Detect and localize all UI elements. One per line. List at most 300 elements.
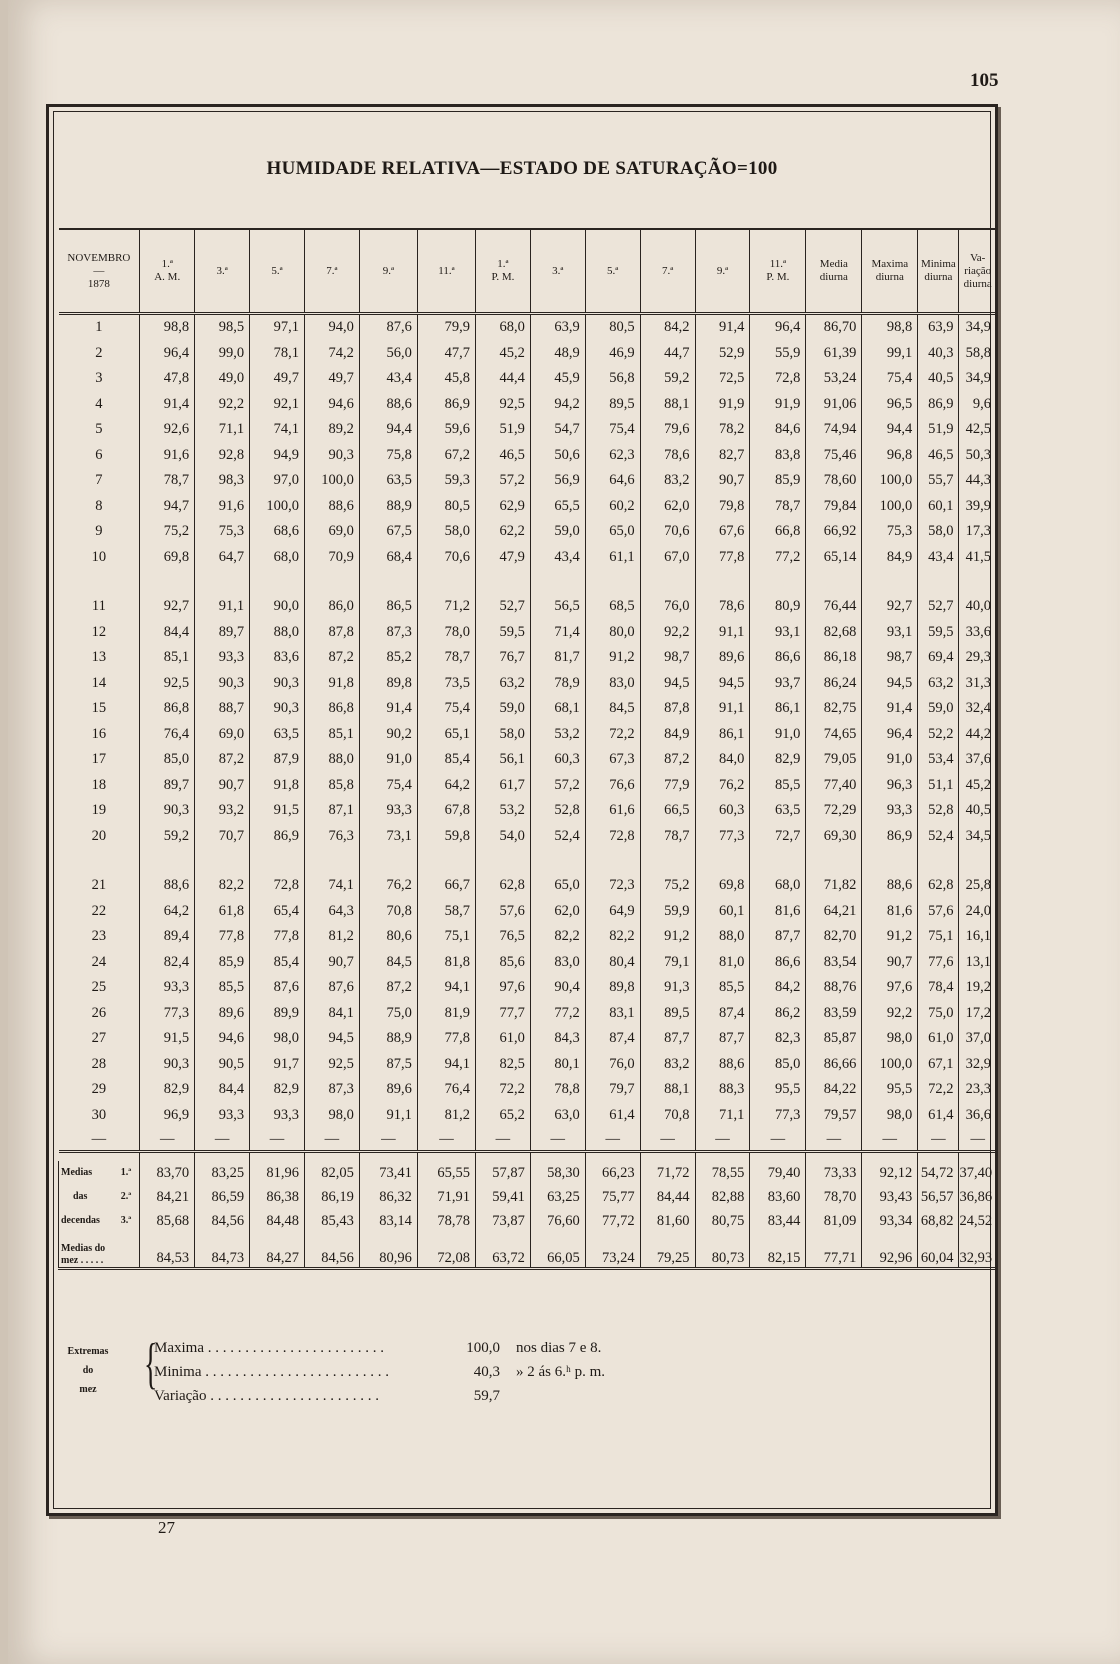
value-cell: 66,7 [417,873,475,899]
value-cell: 89,6 [359,1077,417,1103]
value-cell: 77,3 [695,824,750,850]
decade-mean-cell: 71,91 [417,1185,475,1209]
decade-mean-cell: 83,25 [195,1161,250,1185]
decade-mean-row [59,1209,997,1233]
value-cell: 73,5 [417,671,475,697]
extremes-label: Extremas do mez [67,1346,109,1395]
value-cell: 46,5 [475,443,530,469]
value-cell: 49,7 [304,366,359,392]
value-cell: 91,4 [862,696,918,722]
value-cell: 41,5 [959,545,996,571]
value-cell: 59,5 [475,620,530,646]
value-cell: 98,8 [140,314,195,341]
dash-cell: — [806,1128,862,1152]
value-cell: 81,6 [862,899,918,925]
value-cell: 93,1 [750,620,806,646]
value-cell: 93,3 [195,645,250,671]
value-cell: 100,0 [250,494,305,520]
value-cell: 31,3 [959,671,996,697]
decade-mean-cell: 24,52 [959,1209,996,1233]
value-cell: 94,5 [640,671,695,697]
value-cell: 72,7 [750,824,806,850]
header-year: 1878 [87,277,110,290]
day-cell: 17 [91,751,107,768]
table-row [59,620,997,646]
value-cell: 90,7 [304,950,359,976]
header-3pm: 3.ª [530,229,585,314]
value-cell: 83,2 [640,1052,695,1078]
value-cell: 99,1 [862,341,918,367]
value-cell: 92,2 [195,392,250,418]
value-cell: 86,66 [806,1052,862,1078]
value-cell: 58,0 [475,722,530,748]
value-cell: 86,70 [806,314,862,341]
table-row [59,924,997,950]
value-cell: 93,3 [140,975,195,1001]
value-cell: 76,7 [475,645,530,671]
decade-mean-cell: 83,14 [359,1209,417,1233]
value-cell: 62,3 [585,443,640,469]
table-row [59,494,997,520]
decade-mean-cell: 71,72 [640,1161,695,1185]
value-cell: 94,5 [304,1026,359,1052]
value-cell: 94,4 [359,417,417,443]
value-cell: 87,4 [695,1001,750,1027]
value-cell: 47,7 [417,341,475,367]
value-cell: 100,0 [862,468,918,494]
day-cell: 10 [91,548,107,565]
value-cell: 46,9 [585,341,640,367]
value-cell: 71,1 [695,1103,750,1129]
value-cell: 59,2 [140,824,195,850]
day-cell: 5 [95,421,103,438]
value-cell: 79,05 [806,747,862,773]
extremes-max-note: nos dias 7 e 8. [516,1340,602,1356]
month-mean-cell: 79,25 [640,1233,695,1269]
separator-row [59,1152,997,1162]
decade-mean-cell: 84,48 [250,1209,305,1233]
value-cell: 93,2 [195,798,250,824]
value-cell: 90,7 [195,773,250,799]
value-cell: 94,7 [140,494,195,520]
value-cell: 17,3 [959,519,996,545]
value-cell: 60,3 [695,798,750,824]
value-cell: 71,2 [417,594,475,620]
dash-cell: — [585,1128,640,1152]
value-cell: 93,3 [359,798,417,824]
value-cell: 91,8 [250,773,305,799]
value-cell: 68,1 [530,696,585,722]
value-cell: 57,2 [530,773,585,799]
value-cell: 100,0 [304,468,359,494]
value-cell: 75,1 [417,924,475,950]
value-cell: 89,8 [359,671,417,697]
table-row [59,1001,997,1027]
month-mean-cell: 84,27 [250,1233,305,1269]
medias-label: Medias [61,1167,93,1178]
value-cell: 80,4 [585,950,640,976]
value-cell: 90,7 [695,468,750,494]
value-cell: 44,3 [959,468,996,494]
decade-label [59,1161,140,1185]
value-cell: 96,3 [862,773,918,799]
value-cell: 84,0 [695,747,750,773]
decade-mean-cell: 79,40 [750,1161,806,1185]
value-cell: 63,2 [918,671,959,697]
value-cell: 76,2 [359,873,417,899]
value-cell: 76,44 [806,594,862,620]
value-cell: 75,46 [806,443,862,469]
value-cell: 77,3 [750,1103,806,1129]
value-cell: 19,2 [959,975,996,1001]
value-cell: 77,8 [417,1026,475,1052]
value-cell: 86,6 [750,950,806,976]
value-cell: 66,5 [640,798,695,824]
value-cell: 89,7 [195,620,250,646]
value-cell: 75,0 [918,1001,959,1027]
value-cell: 24,0 [959,899,996,925]
value-cell: 87,8 [640,696,695,722]
value-cell: 9,6 [959,392,996,418]
value-cell: 72,3 [585,873,640,899]
value-cell: 89,7 [140,773,195,799]
value-cell: 88,6 [140,873,195,899]
value-cell: 78,7 [140,468,195,494]
dash-cell: — [475,1128,530,1152]
value-cell: 78,4 [918,975,959,1001]
table-row [59,1103,997,1129]
value-cell: 68,0 [750,873,806,899]
value-cell: 100,0 [862,494,918,520]
value-cell: 61,0 [918,1026,959,1052]
day-cell: 29 [91,1081,107,1098]
value-cell: 46,5 [918,443,959,469]
value-cell: 69,0 [304,519,359,545]
header-month: NOVEMBRO [67,251,131,264]
value-cell: 34,9 [959,366,996,392]
decade-mean-cell: 73,41 [359,1161,417,1185]
value-cell: 92,5 [304,1052,359,1078]
value-cell: 77,8 [195,924,250,950]
value-cell: 49,7 [250,366,305,392]
value-cell: 81,0 [695,950,750,976]
value-cell: 78,6 [695,594,750,620]
value-cell: 64,2 [417,773,475,799]
value-cell: 86,24 [806,671,862,697]
value-cell: 64,2 [140,899,195,925]
extremes-min-name: Minima . . . . . . . . . . . . . . . . . . . . . . . . . [154,1364,389,1380]
month-mean-cell: 63,72 [475,1233,530,1269]
value-cell: 36,6 [959,1103,996,1129]
value-cell: 90,0 [250,594,305,620]
table-row [59,545,997,571]
table-row [59,519,997,545]
value-cell: 74,2 [304,341,359,367]
value-cell: 75,4 [359,773,417,799]
value-cell: 75,4 [417,696,475,722]
value-cell: 86,0 [304,594,359,620]
value-cell: 70,6 [640,519,695,545]
value-cell: 74,1 [250,417,305,443]
page-title: HUMIDADE RELATIVA—ESTADO DE SATURAÇÃO=100 [266,158,778,179]
value-cell: 88,6 [695,1052,750,1078]
value-cell: 13,1 [959,950,996,976]
value-cell: 65,4 [250,899,305,925]
value-cell: 85,2 [359,645,417,671]
value-cell: 86,9 [918,392,959,418]
decade-mean-cell: 82,05 [304,1161,359,1185]
dash-cell: — [862,1128,918,1152]
value-cell: 85,0 [140,747,195,773]
value-cell: 90,3 [250,671,305,697]
value-cell: 83,0 [530,950,585,976]
value-cell: 92,1 [250,392,305,418]
value-cell: 94,6 [304,392,359,418]
value-cell: 34,9 [959,314,996,341]
dash-cell: — [195,1128,250,1152]
value-cell: 90,3 [195,671,250,697]
value-cell: 84,5 [585,696,640,722]
decade-mean-cell: 56,57 [918,1185,959,1209]
value-cell: 67,3 [585,747,640,773]
day-cell: 24 [91,953,107,970]
month-mean-cell: 72,08 [417,1233,475,1269]
value-cell: 94,1 [417,1052,475,1078]
value-cell: 49,0 [195,366,250,392]
value-cell: 59,3 [417,468,475,494]
decade-mean-cell: 37,40 [959,1161,996,1185]
month-label: Medias do mez . . . . . [59,1233,140,1269]
value-cell: 62,8 [918,873,959,899]
value-cell: 51,9 [475,417,530,443]
value-cell: 85,9 [195,950,250,976]
value-cell: 84,2 [640,314,695,341]
value-cell: 76,4 [417,1077,475,1103]
value-cell: 43,4 [530,545,585,571]
day-cell: 28 [91,1055,107,1072]
value-cell: 87,6 [304,975,359,1001]
value-cell: 70,8 [640,1103,695,1129]
month-mean-cell: 32,93 [959,1233,996,1269]
value-cell: 82,68 [806,620,862,646]
value-cell: 72,8 [250,873,305,899]
value-cell: 60,3 [530,747,585,773]
value-cell: 59,6 [417,417,475,443]
value-cell: 76,2 [695,773,750,799]
value-cell: 87,5 [359,1052,417,1078]
value-cell: 100,0 [862,1052,918,1078]
decade-mark: 3.ª [120,1215,132,1226]
value-cell: 79,6 [640,417,695,443]
value-cell: 45,2 [475,341,530,367]
value-cell: 75,4 [585,417,640,443]
value-cell: 71,4 [530,620,585,646]
value-cell: 97,6 [475,975,530,1001]
value-cell: 88,76 [806,975,862,1001]
decade-mean-cell: 84,21 [140,1185,195,1209]
header-7am: 7.ª [304,229,359,314]
value-cell: 86,5 [359,594,417,620]
table-row [59,824,997,850]
value-cell: 76,0 [585,1052,640,1078]
decade-mean-cell: 73,87 [475,1209,530,1233]
value-cell: 96,5 [862,392,918,418]
value-cell: 47,9 [475,545,530,571]
value-cell: 99,0 [195,341,250,367]
decade-mean-cell: 78,78 [417,1209,475,1233]
value-cell: 64,21 [806,899,862,925]
decade-mean-cell: 84,56 [195,1209,250,1233]
value-cell: 60,1 [918,494,959,520]
value-cell: 40,0 [959,594,996,620]
value-cell: 75,3 [862,519,918,545]
value-cell: 69,30 [806,824,862,850]
dash-cell: — [417,1128,475,1152]
value-cell: 75,2 [640,873,695,899]
value-cell: 78,7 [640,824,695,850]
decade-mean-cell: 84,44 [640,1185,695,1209]
value-cell: 48,9 [530,341,585,367]
dash-cell: — [695,1128,750,1152]
table-row [59,645,997,671]
value-cell: 91,7 [250,1052,305,1078]
month-mean-cell: 80,96 [359,1233,417,1269]
value-cell: 71,82 [806,873,862,899]
value-cell: 91,5 [140,1026,195,1052]
decade-mean-cell: 78,55 [695,1161,750,1185]
decade-mark: 2.ª [120,1191,132,1202]
dash-cell: — [140,1128,195,1152]
dash-cell: — [750,1128,806,1152]
value-cell: 61,39 [806,341,862,367]
value-cell: 61,1 [585,545,640,571]
value-cell: 98,3 [195,468,250,494]
value-cell: 63,5 [359,468,417,494]
header-5am: 5.ª [250,229,305,314]
value-cell: 59,0 [475,696,530,722]
value-cell: 64,6 [585,468,640,494]
header-dash: — [93,264,105,277]
value-cell: 82,3 [750,1026,806,1052]
value-cell: 87,3 [304,1077,359,1103]
decade-mark: 1.ª [120,1167,132,1178]
table-row [59,594,997,620]
month-mean-cell: 66,05 [530,1233,585,1269]
value-cell: 87,2 [195,747,250,773]
day-cell: 7 [95,472,103,489]
page-number: 105 [970,70,999,91]
value-cell: 87,2 [359,975,417,1001]
value-cell: 91,6 [140,443,195,469]
value-cell: 58,0 [417,519,475,545]
value-cell: 65,0 [530,873,585,899]
value-cell: 52,7 [475,594,530,620]
value-cell: 81,8 [417,950,475,976]
table-row [59,1052,997,1078]
table-frame [46,104,998,1516]
header-7pm: 7.ª [640,229,695,314]
value-cell: 87,6 [359,314,417,341]
value-cell: 67,8 [417,798,475,824]
value-cell: 45,2 [959,773,996,799]
value-cell: 94,2 [530,392,585,418]
value-cell: 86,1 [750,696,806,722]
value-cell: 91,0 [359,747,417,773]
value-cell: 88,0 [250,620,305,646]
value-cell: 84,4 [195,1077,250,1103]
value-cell: 67,6 [695,519,750,545]
value-cell: 61,6 [585,798,640,824]
value-cell: 79,84 [806,494,862,520]
value-cell: 85,9 [750,468,806,494]
value-cell: 75,4 [862,366,918,392]
header-media: Media diurna [806,229,862,314]
value-cell: 84,5 [359,950,417,976]
value-cell: 74,65 [806,722,862,748]
value-cell: 91,1 [195,594,250,620]
value-cell: 58,0 [918,519,959,545]
value-cell: 94,0 [304,314,359,341]
decade-mean-row [59,1185,997,1209]
table-row [59,671,997,697]
value-cell: 96,4 [140,341,195,367]
value-cell: 17,2 [959,1001,996,1027]
decade-mean-cell: 83,70 [140,1161,195,1185]
value-cell: 61,0 [475,1026,530,1052]
decade-mean-row [59,1161,997,1185]
medias-label: das [73,1191,88,1202]
value-cell: 66,92 [806,519,862,545]
value-cell: 98,5 [195,314,250,341]
value-cell: 75,3 [195,519,250,545]
value-cell: 33,6 [959,620,996,646]
day-cell: 30 [91,1106,107,1123]
value-cell: 72,5 [695,366,750,392]
value-cell: 86,8 [140,696,195,722]
table-row [59,1026,997,1052]
value-cell: 83,1 [585,1001,640,1027]
month-mean-cell: 84,53 [140,1233,195,1269]
value-cell: 57,6 [475,899,530,925]
header-5pm: 5.ª [585,229,640,314]
value-cell: 52,8 [530,798,585,824]
decade-mean-cell: 93,43 [862,1185,918,1209]
value-cell: 89,6 [195,1001,250,1027]
month-mean-row [59,1233,997,1269]
day-cell: 3 [95,370,103,387]
value-cell: 82,4 [140,950,195,976]
dash-cell: — [304,1128,359,1152]
day-cell: 2 [95,344,103,361]
value-cell: 70,6 [417,545,475,571]
decade-mean-cell: 58,30 [530,1161,585,1185]
value-cell: 85,8 [304,773,359,799]
humidity-table [58,228,996,1270]
decade-mean-cell: 83,44 [750,1209,806,1233]
value-cell: 92,5 [475,392,530,418]
decade-gap [59,849,997,873]
table-row [59,798,997,824]
value-cell: 89,6 [695,645,750,671]
value-cell: 91,5 [250,798,305,824]
value-cell: 91,4 [359,696,417,722]
value-cell: 61,7 [475,773,530,799]
value-cell: 89,9 [250,1001,305,1027]
value-cell: 87,9 [250,747,305,773]
decade-mean-cell: 80,75 [695,1209,750,1233]
value-cell: 98,0 [304,1103,359,1129]
value-cell: 64,3 [304,899,359,925]
